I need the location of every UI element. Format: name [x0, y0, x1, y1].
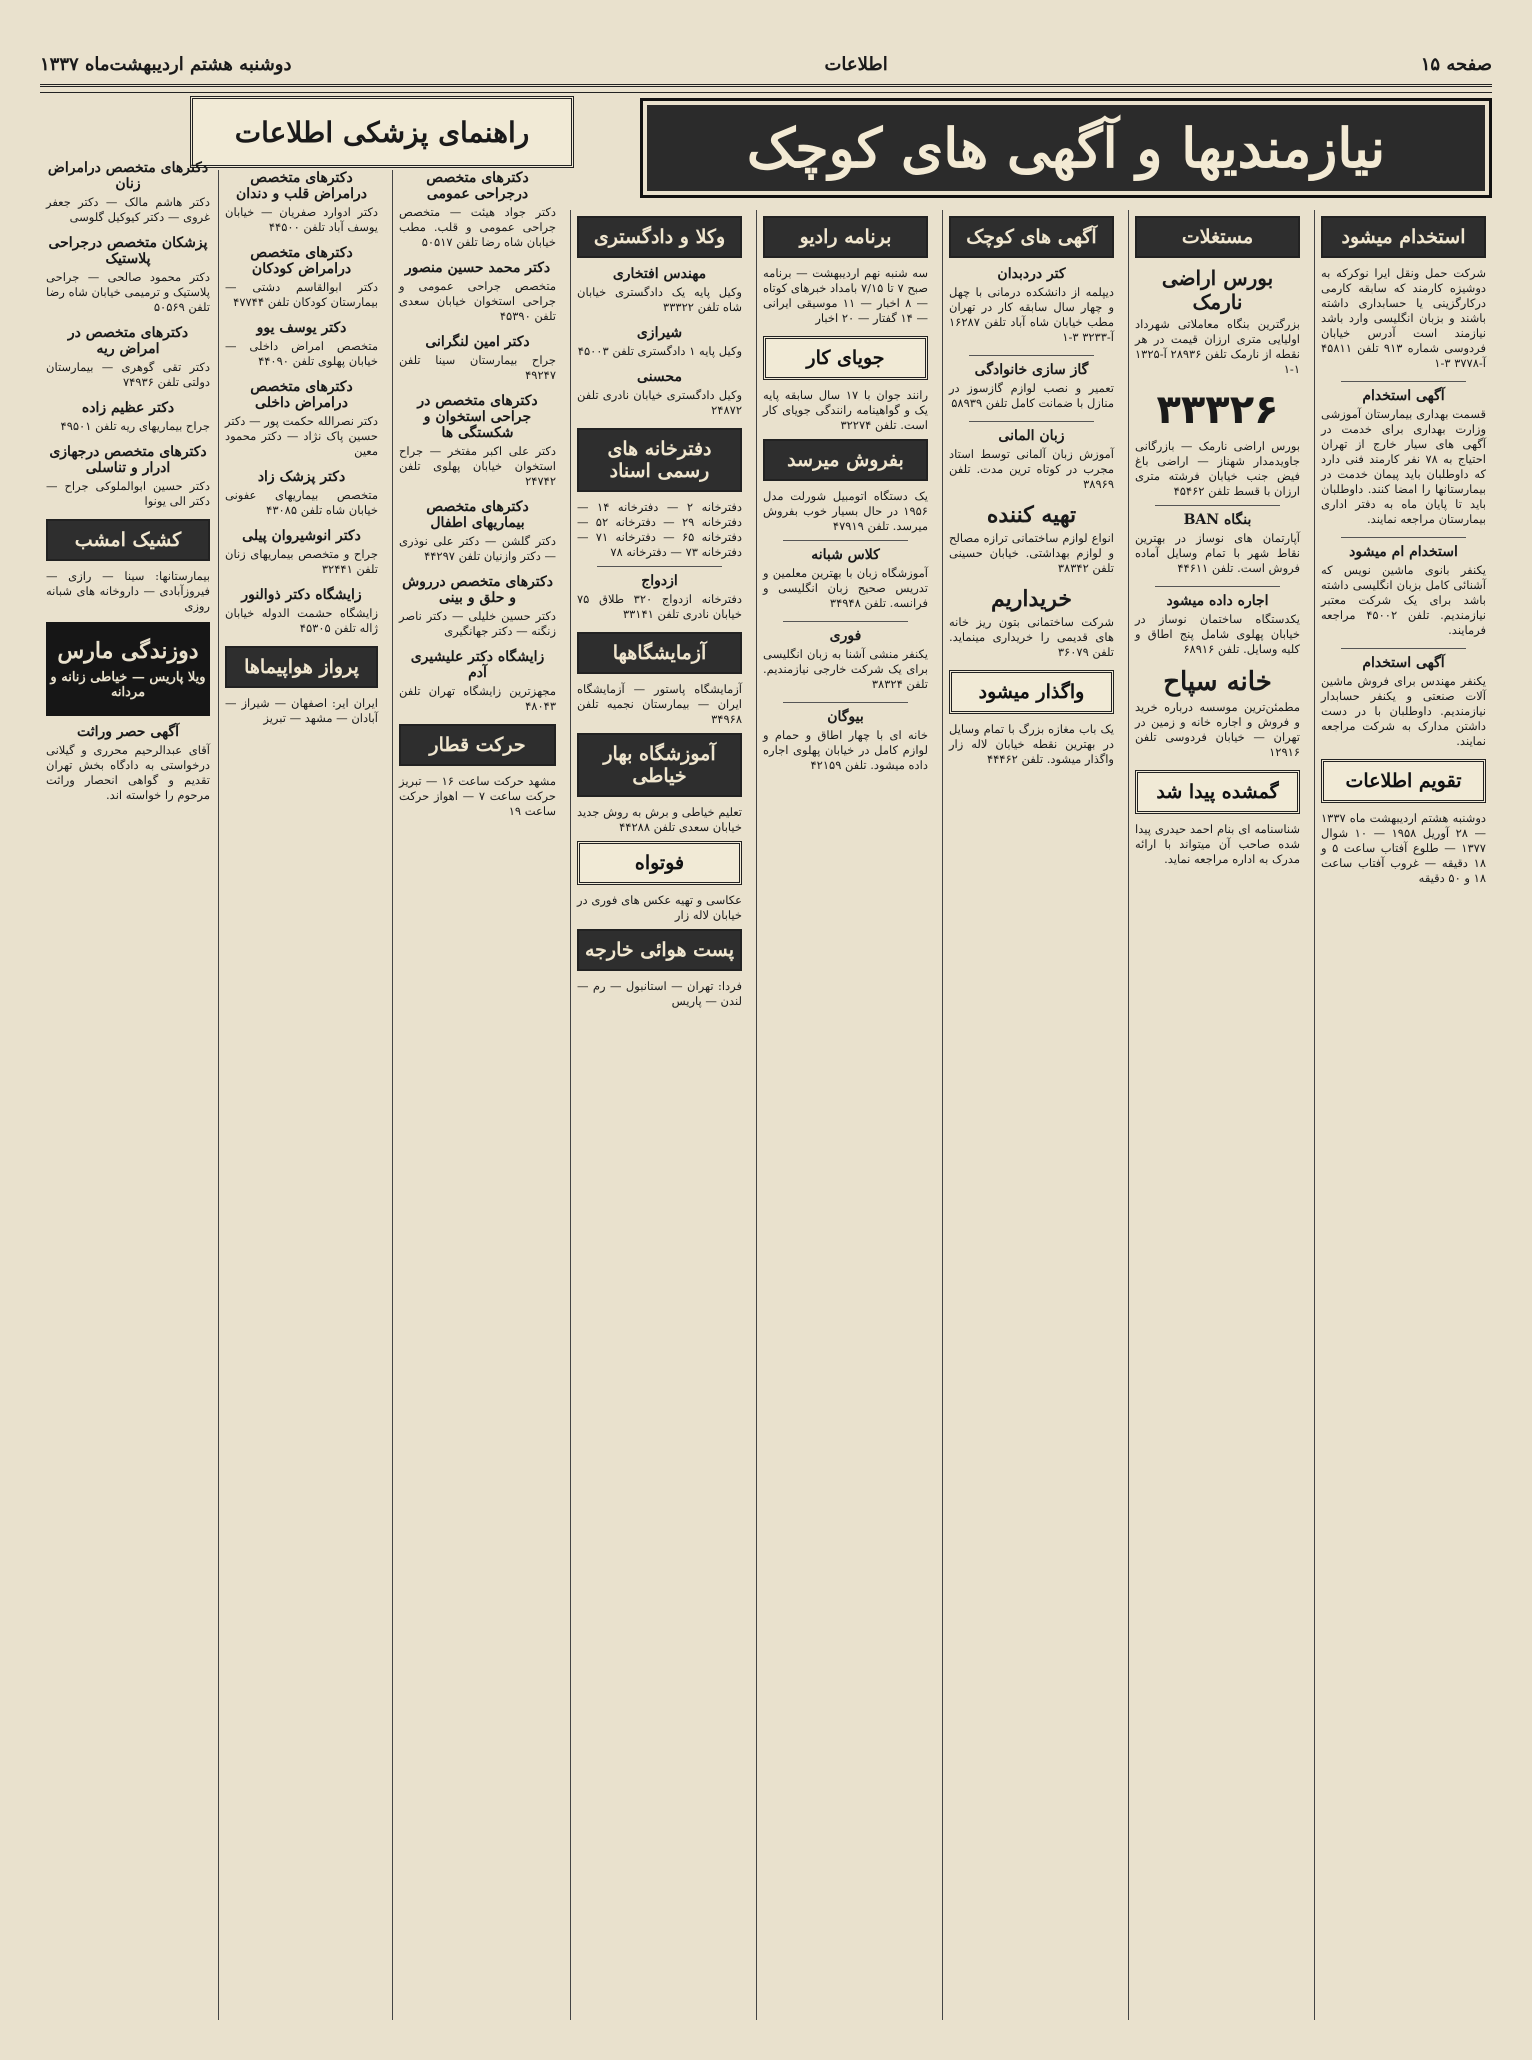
calendar-body: دوشنبه هشتم اردیبهشت ماه ۱۳۳۷ — ۲۸ آوریل ۱۹۵۸ — ۱۰ شوال ۱۳۷۷ — طلوع آفتاب ساعت ۵ و ۱۸ دقیقه — غروب آفتاب ساعت ۱۸ و ۵۰ دقیقه: [1321, 811, 1487, 885]
ad-title: زایشگاه دکتر ذوالنور: [241, 587, 362, 603]
ad-item: [399, 649, 556, 714]
ad-title: دکترهای متخصص در جراحی استخوان و شکستگی ها: [417, 393, 538, 441]
ad-item: [1321, 544, 1486, 638]
ad-item: [399, 170, 556, 250]
ad-item: [399, 574, 556, 639]
ad-title: کتر دردبدان: [997, 266, 1066, 282]
ad-item: [949, 586, 1114, 660]
column-radio-jobs: [756, 210, 934, 2020]
medical-guide-box: [190, 96, 574, 168]
newspaper-name: اطلاعات: [824, 53, 888, 75]
photo-heading: فوتواه: [577, 841, 742, 885]
separator: [597, 566, 722, 567]
airmail-heading: پست هوائی خارجه: [577, 929, 742, 971]
ad-item: [399, 393, 556, 489]
ad-title: دکترهای متخصص درامراض زنان: [47, 160, 209, 192]
ad-body: جراح و متخصص بیماریهای زنان تلفن ۳۲۴۴۱: [225, 547, 378, 576]
ad-item: [225, 170, 378, 235]
ad-body: وکیل پایه یک دادگستری خیابان شاه تلفن ۳۳۳۲۲: [577, 285, 742, 314]
ad-item: [225, 528, 378, 577]
ad-body: دکتر حسین خلیلی — دکتر ناصر زنگنه — دکتر جهانگیری: [399, 609, 556, 638]
ad-title: دکترهای متخصص درروش و حلق و بینی: [402, 574, 553, 606]
ad-body: شرکت ساختمانی بتون ریز خانه های قدیمی را خریداری مینماید. تلفن ۳۶۰۷۹: [949, 615, 1114, 659]
ad-body: یکدستگاه ساختمان نوساز در خیابان پهلوی شامل پنج اطاق و کلیه وسایل. تلفن ۶۸۹۱۶: [1135, 612, 1300, 656]
ad-item: [225, 245, 378, 310]
ad-title: گاز سازی خانوادگی: [974, 362, 1089, 378]
notary-heading: دفترخانه های رسمی اسناد: [577, 428, 742, 492]
column-lawyers: [570, 210, 748, 2020]
ad-body: سه شنبه نهم اردیبهشت — برنامه صبح ۷ تا ۷/۱۵ بامداد خبرهای کوتاه — ۸ اخبار — ۱۱ موسیقی ایرانی — ۱۴ گفتار — ۲۰ اخبار: [763, 266, 928, 325]
column-specialists: [40, 160, 216, 2020]
guide-title: راهنمای پزشکی اطلاعات: [234, 115, 530, 149]
ad-body: وکیل پایه ۱ دادگستری تلفن ۴۵۰۰۳: [577, 344, 742, 358]
column-surgeons: [392, 170, 562, 2020]
ad-title: دکتر یوسف یوو: [256, 320, 347, 336]
separator: [1155, 505, 1280, 506]
ad-item: [949, 502, 1114, 576]
ad-title: محسنی: [637, 369, 682, 385]
labs-heading: آزمایشگاهها: [577, 632, 742, 674]
ad-title: زایشگاه دکتر علیشیری آدم: [410, 649, 545, 681]
column-heading: وکلا و دادگستری: [577, 216, 742, 258]
ad-body: متخصص جراحی عمومی و جراحی استخوان خیابان سعدی تلفن ۴۵۳۹۰: [399, 279, 556, 323]
ad-title: بنگاه BAN: [1183, 512, 1252, 528]
ad-item: [1135, 512, 1300, 576]
ad-item: [46, 724, 210, 803]
ad-body: بزرگترین بنگاه معاملاتی شهرداد اولیایی متری ارزان قیمت در هر نقطه از نارمک تلفن ۲۸۹۳۶ آ-۱۳۲۵ ۱-۱: [1135, 317, 1300, 376]
ad-title: دکترهای متخصص درجهازی ادرار و تناسلی: [49, 444, 207, 476]
column-small-ads: [942, 210, 1120, 2020]
column-internists: [218, 170, 384, 2020]
ad-item: [46, 444, 210, 509]
ad-body: دفترخانه ۲ — دفترخانه ۱۴ — دفترخانه ۲۹ — دفترخانه ۵۲ — دفترخانه ۶۵ — دفترخانه ۷۱ — دفترخانه ۷۳ — دفترخانه ۷۸: [577, 500, 742, 559]
ad-body: جراح بیماریهای ریه تلفن ۴۹۵۰۱: [60, 419, 210, 433]
ad-body: فردا: تهران — استانبول — رم — لندن — پاریس: [577, 979, 742, 1008]
page-number: صفحه ۱۵: [1420, 53, 1492, 75]
ad-body: آپارتمان های نوساز در بهترین نقاط شهر با تمام وسایل آماده فروش است. تلفن ۴۴۶۱۱: [1135, 531, 1300, 575]
ad-item: [46, 325, 210, 390]
ad-body: آموزش زبان آلمانی توسط استاد مجرب در کوتاه ترین مدت. تلفن ۳۸۹۶۹: [949, 447, 1114, 491]
ad-item: [399, 499, 556, 564]
ad-item: [1321, 655, 1486, 749]
ad-item: [1135, 593, 1300, 657]
ad-item: [949, 266, 1114, 345]
ad-body: شناسنامه ای بنام احمد حیدری پیدا شده صاحب آن میتواند با ارائه مدرک به اداره مراجعه نماید.: [1135, 822, 1300, 866]
ad-title: کلاس شبانه: [811, 547, 880, 563]
ad-body: آموزشگاه زبان با بهترین معلمین و تدریس صحیح زبان انگلیسی و فرانسه. تلفن ۳۴۹۴۸: [763, 566, 928, 610]
ad-body: تعلیم خیاطی و برش به روش جدید خیابان سعدی تلفن ۴۴۲۸۸: [577, 805, 742, 834]
ad-item: [399, 334, 556, 383]
column-heading: برنامه رادیو: [763, 216, 928, 258]
ad-body: عکاسی و تهیه عکس های فوری در خیابان لاله زار: [577, 893, 742, 922]
ad-title: ازدواج: [641, 573, 678, 589]
ad-body: قسمت بهداری بیمارستان آموزشی وزارت بهداری برای خدمت در آگهی های سیار خارج از تهران احتیاج به ۷۸ نفر کارمند فنی دارد که داوطلبان باید پیمان خدمت در بیمارستانها را امضا کنند. داوطلبان باید تا پایان ماه به دفتر اداری بیمارستان مراجعه نمایند.: [1321, 407, 1486, 526]
ad-title: بورس اراضی نارمک: [1161, 266, 1274, 314]
ad-body: متخصص بیماریهای عفونی خیابان شاه تلفن ۴۳۰۸۵: [225, 488, 378, 517]
ad-body: بیمارستانها: سینا — رازی — فیروزآبادی — داروخانه های شبانه روزی: [46, 569, 210, 613]
ad-body: آزمایشگاه پاستور — آزمایشگاه ایران — بیمارستان نجمیه تلفن ۳۴۹۶۸: [577, 682, 742, 726]
ad-body: آقای عبدالرحیم محرری و گیلانی درخواستی به دادگاه بخش تهران تقدیم و گواهی انحصار وراثت مرحوم را خواسته اند.: [46, 743, 210, 802]
phone-number-display: ۳۳۳۲۶: [1156, 387, 1279, 433]
ad-title: دکترهای متخصص بیماریهای اطفال: [426, 499, 529, 531]
ad-body: یکنفر منشی آشنا به زبان انگلیسی برای یک شرکت خارجی نیازمندیم. تلفن ۳۸۳۲۴: [763, 647, 928, 691]
lost-found-heading: گمشده پیدا شد: [1135, 770, 1300, 814]
calendar-heading: تقویم اطلاعات: [1321, 759, 1486, 803]
banner-title: نیازمندیها و آگهی های کوچک: [746, 116, 1386, 180]
ad-title: آگهی استخدام: [1362, 655, 1445, 671]
separator: [1341, 381, 1466, 382]
column-heading: استخدام میشود: [1321, 216, 1486, 258]
ad-body: جراح بیمارستان سینا تلفن ۴۹۲۴۷: [399, 353, 556, 382]
ad-body: بورس اراضی نارمک — بازرگانی جاویدمدار شهناز — اراضی باغ فیض جنب خیابان فرشته متری ارزان با قسط تلفن ۴۵۴۶۲: [1135, 439, 1300, 498]
ad-body: یک دستگاه اتومبیل شورلت مدل ۱۹۵۶ در حال بسیار خوب بفروش میرسد. تلفن ۴۷۹۱۹: [763, 489, 928, 533]
ad-title: اجاره داده میشود: [1166, 593, 1269, 609]
ad-title: دکتر عظیم زاده: [81, 400, 175, 416]
ad-title: آگهی حصر وراثت: [77, 724, 179, 740]
tailor-subtitle: ویلا پاریس — خیاطی زنانه و مردانه: [50, 670, 206, 700]
ad-title: دکتر پزشک زاد: [257, 469, 346, 485]
ad-item: [225, 469, 378, 518]
ad-body: دکتر ابوالقاسم دشتی — بیمارستان کودکان تلفن ۴۷۷۴۴: [225, 280, 378, 309]
column-real-estate: [1128, 210, 1306, 2020]
ad-title: دکترهای متخصص درجراحی عمومی: [426, 170, 529, 202]
ad-body: مجهزترین زایشگاه تهران تلفن ۴۸۰۴۳: [399, 684, 556, 713]
ad-body: دکتر جواد هیئت — متخصص جراحی عمومی و قلب. مطب خیابان شاه رضا تلفن ۵۰۵۱۷: [399, 205, 556, 249]
ad-body: دکتر نصرالله حکمت پور — دکتر حسین پاک نژاد — دکتر محمود معین: [225, 414, 378, 458]
ad-title: شیرازی: [636, 325, 683, 341]
ad-item: [1321, 266, 1486, 371]
ad-title: زبان المانی: [998, 428, 1065, 444]
ad-item: [763, 547, 928, 611]
train-heading: حرکت قطار: [399, 724, 556, 766]
ad-title: دکترهای متخصص درامراض داخلی: [250, 379, 353, 411]
ad-item: [1135, 667, 1300, 760]
ad-body: مطمئن‌ترین موسسه درباره خرید و فروش و اجاره خانه و زمین در تهران — خیابان فردوسی تلفن ۱۲۹۱۶: [1135, 700, 1300, 759]
ad-title: مهندس افتخاری: [612, 266, 707, 282]
separator: [969, 355, 1094, 356]
ad-title: خریداریم: [991, 586, 1072, 612]
ad-body: دکتر گلشن — دکتر علی نوذری — دکتر وازنیان تلفن ۴۴۲۹۷: [399, 534, 556, 563]
ad-item: [763, 628, 928, 692]
ad-title: دکتر امین لنگرانی: [425, 334, 530, 350]
separator: [969, 421, 1094, 422]
tailoring-heading: آموزشگاه بهار خیاطی: [577, 733, 742, 797]
ad-item: [225, 587, 378, 636]
ad-body: یکنفر مهندس برای فروش ماشین آلات صنعتی و یکنفر حسابدار نیازمندیم. داوطلبان با در دست داشتن مدارک به شرکت مراجعه نمایند.: [1321, 674, 1486, 748]
ad-item: [1321, 388, 1486, 527]
ad-item: [949, 362, 1114, 411]
ad-title: دکترهای متخصص در امراض ریه: [67, 325, 189, 357]
separator: [1341, 537, 1466, 538]
ad-title: دکترهای متخصص درامراض کودکان: [250, 245, 353, 277]
job-seeker-heading: جویای کار: [763, 336, 928, 380]
ad-body: تعمیر و نصب لوازم گازسوز در منازل با ضمانت کامل تلفن ۵۸۹۳۹: [949, 381, 1114, 410]
ad-title: خانه سپاح: [1163, 667, 1272, 697]
header-rule: [40, 92, 1492, 93]
ad-title: دکتر انوشیروان پیلی: [242, 528, 361, 544]
separator: [1341, 648, 1466, 649]
ad-item: [763, 709, 928, 773]
ad-body: ایران ایر: اصفهان — شیراز — آبادان — مشهد — تبریز: [225, 696, 378, 725]
ad-item: [225, 320, 378, 369]
ad-item: [399, 260, 556, 324]
ad-body: رانند جوان با ۱۷ سال سابقه پایه یک و گواهینامه رانندگی جویای کار است. تلفن ۳۲۲۷۴: [763, 388, 928, 432]
issue-date: دوشنبه هشتم اردیبهشت‌ماه ۱۳۳۷: [40, 53, 292, 75]
ad-item: [949, 428, 1114, 492]
ad-item: [577, 573, 742, 622]
separator: [783, 702, 908, 703]
ad-body: یکنفر بانوی ماشین نویس که آشنائی کامل بزبان انگلیسی داشته باشد برای یک شرکت معتبر نیازمندیم. تلفن ۴۵۰۰۲ مراجعه فرمایند.: [1321, 563, 1487, 637]
ad-title: بیوگان: [827, 709, 864, 725]
ad-body: دفترخانه ازدواج ۳۲۰ طلاق ۷۵ خیابان نادری تلفن ۳۳۱۴۱: [577, 592, 742, 621]
ad-item: [46, 400, 210, 434]
tailor-name: دوزندگی مارس: [57, 638, 199, 664]
ad-item: [46, 235, 210, 315]
ad-body: دکتر ادوارد صفریان — خیابان یوسف آباد تلفن ۴۴۵۰۰: [225, 205, 378, 234]
ad-body: یک باب مغازه بزرگ با تمام وسایل در بهترین نقطه خیابان لاله زار واگذار میشود. تلفن ۴۴۴۶۲: [949, 722, 1114, 766]
ad-body: دکتر حسین ابوالملوکی جراح — دکتر الی یونوا: [46, 479, 210, 508]
ad-title: آگهی استخدام: [1362, 388, 1445, 404]
ad-title: دکتر محمد حسین منصور: [404, 260, 551, 276]
page-header: [40, 44, 1492, 87]
separator: [783, 621, 908, 622]
ad-item: [577, 325, 742, 359]
ad-title: تهیه کننده: [986, 502, 1077, 528]
separator: [783, 540, 908, 541]
ad-body: دکتر محمود صالحی — جراحی پلاستیک و ترمیمی خیابان شاه رضا تلفن ۵۰۵۶۹: [46, 270, 210, 314]
column-heading: مستغلات: [1135, 216, 1300, 258]
separator: [1155, 586, 1280, 587]
ad-body: مشهد حرکت ساعت ۱۶ — تبریز حرکت ساعت ۷ — اهواز حرکت ساعت ۱۹: [399, 774, 557, 818]
ad-item: [577, 369, 742, 418]
ad-body: شرکت حمل ونقل ایرا نوکرکه به دوشیزه کارمند که سابقه کارمی درکارگزینی یا حسابداری داشته باشند و بزبان انگلیسی وارد باشد نیازمند است آدرس خیابان فردوسی شماره ۹۱۳ تلفن ۴۵۸۱۱ آ-۳۷۷۸ ۳-۱: [1321, 266, 1487, 370]
flights-heading: پرواز هواپیماها: [225, 646, 378, 688]
ad-body: دکتر تقی گوهری — بیمارستان دولتی تلفن ۷۴۹۳۶: [46, 360, 210, 389]
ad-body: وکیل دادگستری خیابان نادری تلفن ۲۴۸۷۲: [577, 388, 742, 417]
ad-item: [46, 160, 210, 225]
ad-title: دکترهای متخصص درامراض قلب و دندان: [235, 170, 368, 202]
ad-body: دکتر علی اکبر مفتخر — جراح استخوان خیابان پهلوی تلفن ۲۴۷۴۲: [399, 444, 556, 488]
column-employment: [1314, 210, 1492, 2020]
ad-body: دیپلمه از دانشکده درمانی با چهل و چهار سال سابقه کار در تهران مطب خیابان شاه آباد تلفن ۱۶۲۸۷ آ-۳۲۳۳ ۳-۱: [949, 285, 1114, 344]
ad-body: انواع لوازم ساختمانی ترازه مصالح و لوازم بهداشتی. خیابان حسینی تلفن ۳۸۳۴۲: [949, 531, 1114, 575]
column-heading: آگهی های کوچک: [949, 216, 1114, 258]
ad-body: خانه ای با چهار اطاق و حمام و لوازم کامل در خیابان پهلوی اجاره داده میشود. تلفن ۴۲۱۵۹: [763, 728, 928, 772]
ad-item: [1135, 266, 1300, 377]
ad-title: پزشکان متخصص درجراحی پلاستیک: [48, 235, 208, 267]
ad-item: [577, 266, 742, 315]
classifieds-banner: [640, 98, 1492, 198]
tailor-logo: [46, 622, 210, 716]
transfer-heading: واگذار میشود: [949, 670, 1114, 714]
on-duty-heading: کشیک امشب: [46, 519, 210, 561]
ad-body: زایشگاه حشمت الدوله خیابان ژاله تلفن ۴۵۳۰۵: [225, 606, 378, 635]
ad-title: فوری: [829, 628, 862, 644]
ad-item: [763, 266, 928, 326]
ad-body: متخصص امراض داخلی — خیابان پهلوی تلفن ۴۴۰۹۰: [225, 339, 378, 368]
for-sale-heading: بفروش میرسد: [763, 439, 928, 481]
ad-title: استخدام ام میشود: [1349, 544, 1458, 560]
ad-body: دکتر هاشم مالک — دکتر جعفر غروی — دکتر کیوکیل گلوسی: [46, 195, 210, 224]
ad-item: [225, 379, 378, 459]
